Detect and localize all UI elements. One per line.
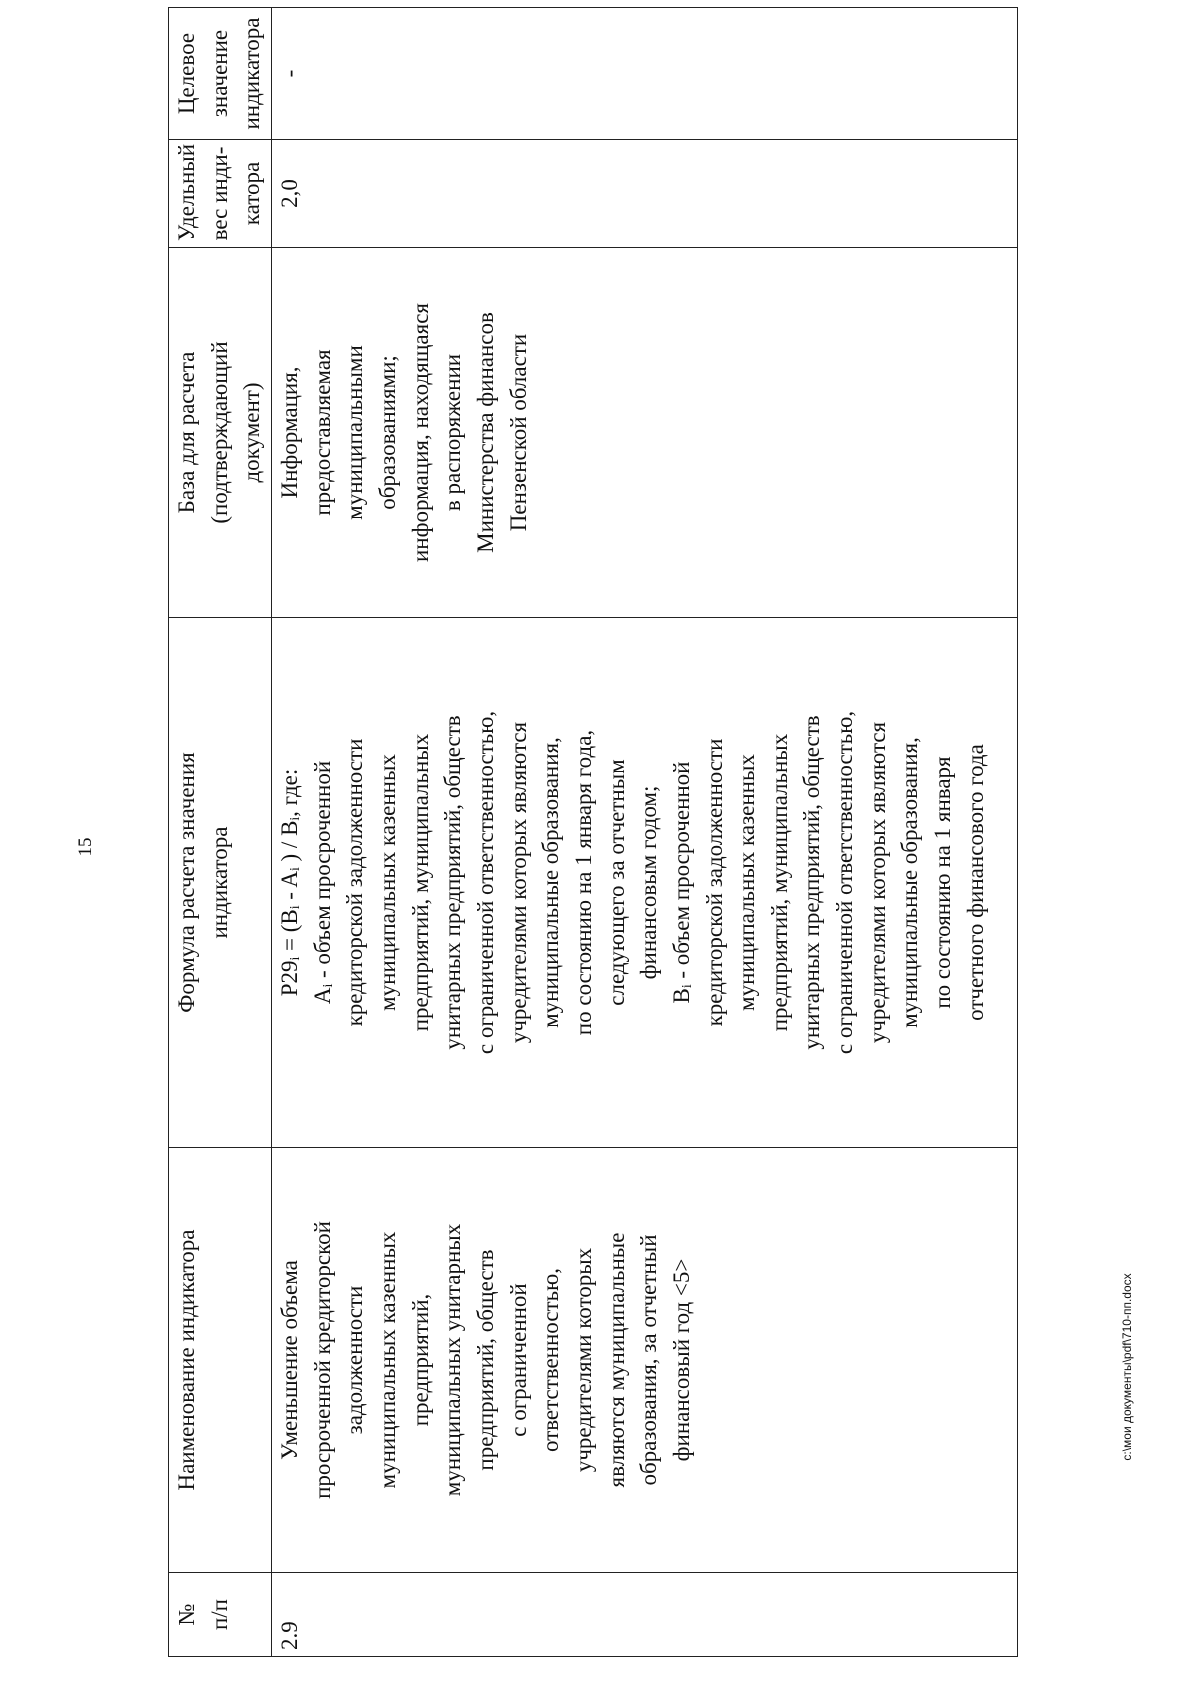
name-line: предприятий, [407,1293,433,1427]
table-row [271,8,1017,1657]
header-num [169,1573,272,1657]
header-weight-line-1: Удельный [174,143,199,241]
base-line: информация, находящаяся [407,302,433,563]
base-line: образованиями; [374,355,400,510]
formula-line: финансовым годом; [636,785,662,980]
name-line: финансовый год <5> [668,1258,694,1462]
header-target-line-2: значение [206,29,232,118]
header-base [169,248,272,618]
base-line: Информация, [276,366,302,499]
cell-formula [271,618,1017,1148]
header-num-line-2: п/п [206,1599,232,1631]
formula-line: кредиторской задолженности [342,738,368,1027]
formula-line: муниципальные образования, [538,737,564,1028]
table-header-row [169,8,272,1657]
header-weight [169,140,272,248]
cell-indicator-name [271,1148,1017,1573]
formula-line: унитарных предприятий, обществ [440,715,466,1050]
header-base-line-1: База для расчета [174,351,199,514]
header-formula-line-1: Формула расчета значения [174,752,199,1013]
name-line: просроченной кредиторской [309,1221,335,1499]
cell-target: - [271,8,1017,140]
name-line: с ограниченной [505,1283,531,1437]
base-line: предоставляемая [309,349,335,516]
formula-line: учредителями которых являются [505,721,531,1044]
name-line: Уменьшение объема [276,1260,302,1460]
header-base-line-2: (подтверждающий [206,341,232,524]
header-formula-line-2: индикатора [206,826,232,939]
formula-line: унитарных предприятий, обществ [799,715,825,1050]
header-formula [169,618,272,1148]
name-line: образования, за отчетный [636,1234,662,1486]
formula-line: с ограниченной ответственностью, [832,710,858,1055]
formula-line: по состоянию на 1 января [930,756,956,1009]
formula-line: учредителями которых являются [864,721,890,1044]
formula-line: кредиторской задолженности [701,738,727,1027]
formula-line: предприятий, муниципальных [407,733,433,1032]
name-line: предприятий, обществ [472,1249,498,1471]
header-base-line-3: документ) [239,382,265,483]
formula-line: Р29ᵢ = (Bᵢ - Aᵢ ) / Bᵢ, где: [276,768,302,997]
formula-line: следующего за отчетным [603,759,629,1006]
formula-line: муниципальных казенных [734,754,760,1011]
header-target-line-1: Целевое [174,32,199,115]
header-name [169,1148,272,1573]
formula-line: муниципальных казенных [374,754,400,1011]
formula-line: по состоянию на 1 января года, [570,729,596,1036]
base-line: в распоряжении [440,353,466,512]
base-line: Пензенской области [505,333,531,532]
header-weight-line-2: вес инди- [206,146,232,241]
formula-line: Bᵢ - объем просроченной [668,761,694,1004]
base-line: Министерства финансов [472,312,498,553]
header-name-line-1: Наименование индикатора [174,1229,199,1491]
name-line: являются муниципальные [603,1232,629,1488]
page-number: 15 [75,837,96,857]
name-line: учредителями которых [570,1247,596,1473]
file-path-footer: c:\мои документы\pdf\710-пп.docx [1120,1273,1134,1461]
formula-line: Aᵢ - объем просроченной [309,760,335,1005]
cell-weight: 2,0 [271,140,1017,248]
header-target [169,8,272,140]
cell-base [271,248,1017,618]
formula-line: отчетного финансового года [962,744,988,1021]
base-line: муниципальными [342,345,368,520]
cell-num: 2.9 [271,1573,1017,1657]
header-weight-line-3: катора [239,161,265,226]
header-num-line-1: № [174,1603,199,1626]
formula-line: предприятий, муниципальных [766,733,792,1032]
name-line: муниципальных унитарных [440,1223,466,1497]
name-line: муниципальных казенных [374,1231,400,1489]
formula-line: с ограниченной ответственностью, [472,710,498,1055]
indicator-table [168,7,1018,1657]
header-target-line-3: индикатора [239,17,265,130]
formula-line: муниципальные образования, [897,737,923,1028]
name-line: ответственностью, [538,1267,564,1453]
name-line: задолженности [342,1285,368,1435]
